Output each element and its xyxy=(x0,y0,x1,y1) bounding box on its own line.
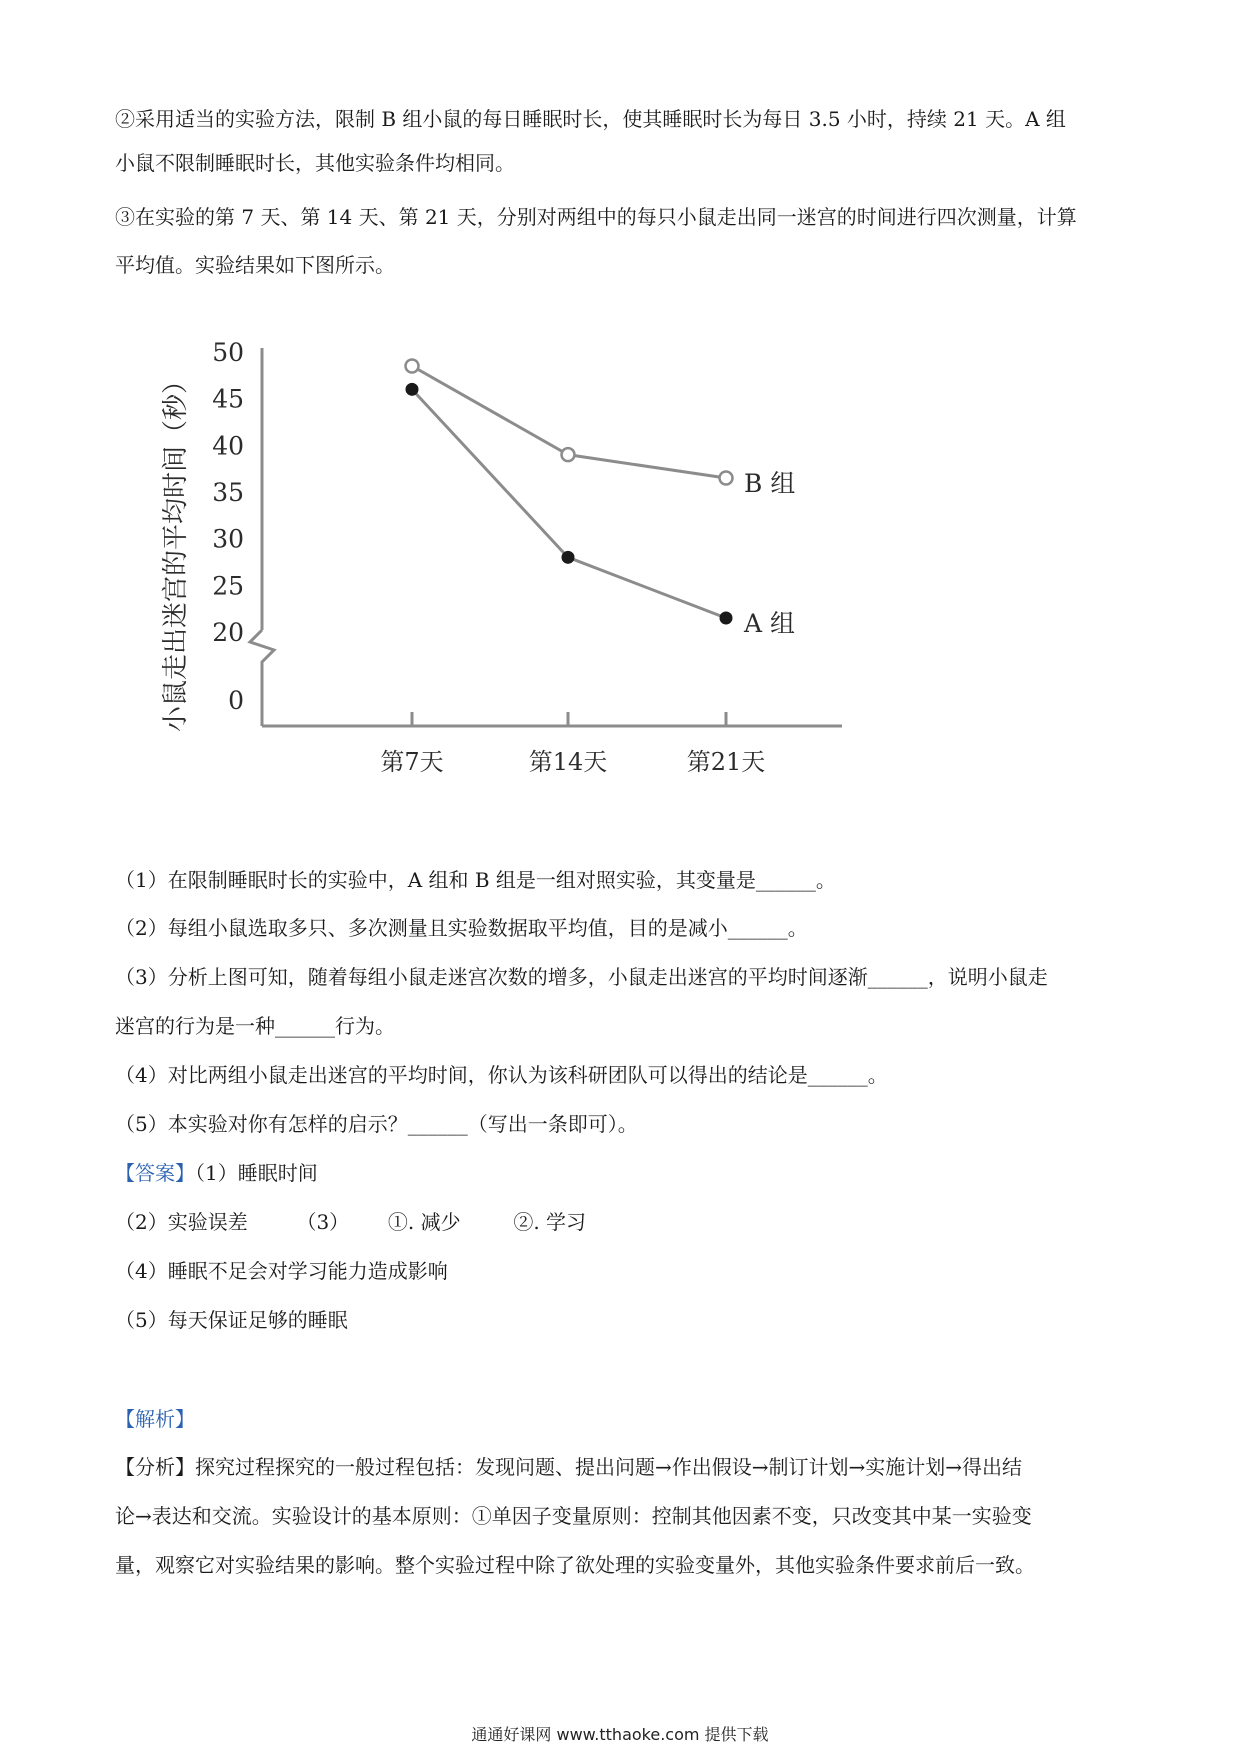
series-point xyxy=(406,360,419,373)
answer-3-num: （3） xyxy=(296,1210,350,1234)
step2-line1: ②采用适当的实验方法，限制 B 组小鼠的每日睡眠时长，使其睡眠时长为每日 3.5 小时，持续 21 天。A 组 xyxy=(115,107,1066,131)
x-tick-label: 第14天 xyxy=(528,748,608,776)
y-tick-label: 50 xyxy=(212,338,244,367)
series-line xyxy=(412,389,726,618)
y-tick-label: 0 xyxy=(228,686,244,715)
answer-5: （5）每天保证足够的睡眠 xyxy=(115,1308,348,1332)
analysis-tag: 【解析】 xyxy=(115,1407,195,1431)
series-point xyxy=(720,472,733,485)
chart-svg xyxy=(150,330,910,800)
step3-line2: 平均值。实验结果如下图所示。 xyxy=(115,253,395,277)
question-1: （1）在限制睡眠时长的实验中，A 组和 B 组是一组对照实验，其变量是______。 xyxy=(115,868,836,892)
series-legend-label: A 组 xyxy=(744,609,796,638)
series-point xyxy=(562,448,575,461)
line-chart xyxy=(150,330,910,800)
series-point xyxy=(562,551,574,563)
page-footer: 通通好课网 www.tthaoke.com 提供下载 xyxy=(471,1725,769,1744)
y-axis-break xyxy=(250,630,274,726)
y-tick-label: 45 xyxy=(212,384,244,414)
series-point xyxy=(406,383,418,395)
y-axis-label: 小鼠走出迷宫的平均时间（秒） xyxy=(161,367,191,733)
step3-line1: ③在实验的第 7 天、第 14 天、第 21 天，分别对两组中的每只小鼠走出同一迷宫的时间进行四次测量，计算 xyxy=(115,205,1077,229)
answer-3-1: ①. 减少 xyxy=(387,1210,461,1234)
x-tick-label: 第21天 xyxy=(686,748,766,776)
series-legend-label: B 组 xyxy=(744,469,796,498)
analysis-text-1: 探究过程探究的一般过程包括：发现问题、提出问题→作出假设→制订计划→实施计划→得出结 xyxy=(195,1455,1023,1479)
analysis-line1 xyxy=(115,1452,1135,1482)
question-3-line1: （3）分析上图可知，随着每组小鼠走迷宫次数的增多，小鼠走出迷宫的平均时间逐渐______，说明小鼠走 xyxy=(115,965,1048,989)
analysis-line2: 论→表达和交流。实验设计的基本原则：①单因子变量原则：控制其他因素不变，只改变其中某一实验变 xyxy=(115,1504,1032,1528)
y-tick-label: 30 xyxy=(212,524,244,554)
answer-1: （1）睡眠时间 xyxy=(195,1161,318,1185)
series-point xyxy=(720,612,732,624)
fenxi-tag: 【分析】 xyxy=(115,1455,195,1479)
y-tick-label: 20 xyxy=(212,618,244,647)
answer-4: （4）睡眠不足会对学习能力造成影响 xyxy=(115,1259,448,1283)
answer-line-2 xyxy=(115,1207,1135,1237)
y-tick-label: 35 xyxy=(212,478,244,507)
step2-line2: 小鼠不限制睡眠时长，其他实验条件均相同。 xyxy=(115,151,515,175)
answer-2: （2）实验误差 xyxy=(115,1210,248,1234)
question-2: （2）每组小鼠选取多只、多次测量且实验数据取平均值，目的是减小______。 xyxy=(115,916,808,940)
answer-tag: 【答案】 xyxy=(115,1161,195,1185)
analysis-line3: 量，观察它对实验结果的影响。整个实验过程中除了欲处理的实验变量外，其他实验条件要求前后一致。 xyxy=(115,1553,1035,1577)
x-tick-label: 第7天 xyxy=(380,748,444,776)
question-4: （4）对比两组小鼠走出迷宫的平均时间，你认为该科研团队可以得出的结论是______。 xyxy=(115,1063,888,1087)
answer-3-2: ②. 学习 xyxy=(513,1210,587,1234)
analysis-heading xyxy=(115,1404,1135,1434)
y-tick-label: 25 xyxy=(212,571,244,601)
question-3-line2: 迷宫的行为是一种______行为。 xyxy=(115,1014,395,1038)
answer-line-1 xyxy=(115,1158,1135,1188)
question-5: （5）本实验对你有怎样的启示？______（写出一条即可）。 xyxy=(115,1112,638,1136)
y-tick-label: 40 xyxy=(212,431,244,461)
